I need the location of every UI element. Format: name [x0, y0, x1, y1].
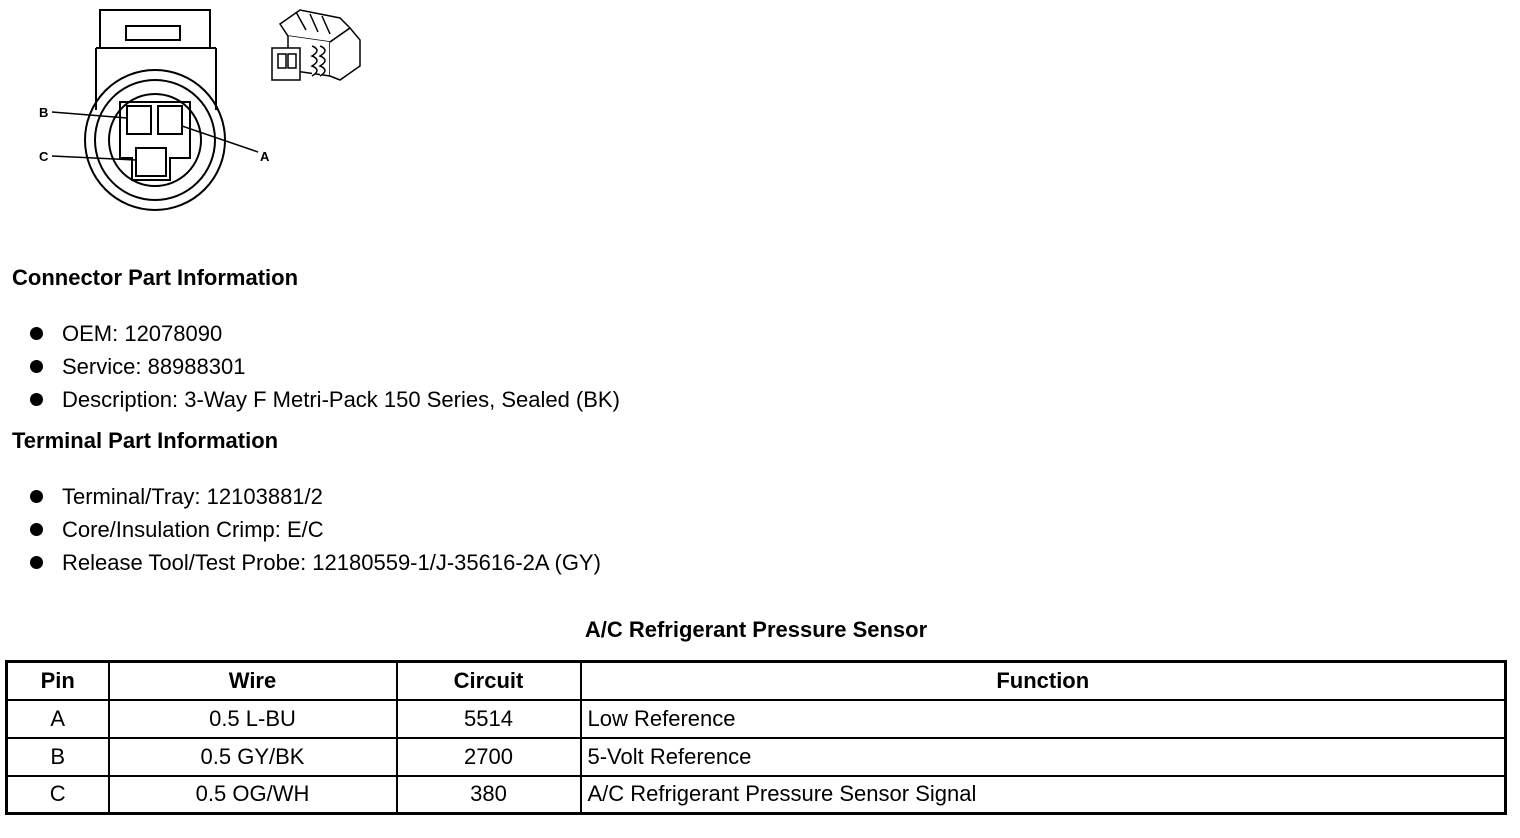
table-header-row	[7, 662, 1506, 700]
list-item	[30, 480, 601, 513]
bullet-icon	[30, 523, 43, 536]
cell-wire: 0.5 OG/WH	[109, 776, 397, 814]
header-pin: Pin	[7, 662, 109, 700]
terminal-part-heading: Terminal Part Information	[12, 428, 279, 453]
release-tool-text: Release Tool/Test Probe: 12180559-1/J-35616-2A (GY)	[62, 550, 601, 575]
cell-function: 5-Volt Reference	[581, 738, 1506, 776]
cell-function: Low Reference	[581, 700, 1506, 738]
cell-pin: A	[7, 700, 109, 738]
pin-c-label: C	[39, 149, 49, 164]
cell-pin: C	[7, 776, 109, 814]
bullet-icon	[30, 327, 43, 340]
connector-diagram	[0, 0, 400, 230]
list-item	[30, 350, 620, 383]
pin-a-label: A	[260, 149, 270, 164]
cell-wire: 0.5 L-BU	[109, 700, 397, 738]
list-item	[30, 546, 601, 579]
cell-circuit: 2700	[397, 738, 581, 776]
cell-circuit: 380	[397, 776, 581, 814]
service-text: Service: 88988301	[62, 354, 246, 379]
crimp-text: Core/Insulation Crimp: E/C	[62, 517, 324, 542]
list-item	[30, 513, 601, 546]
table-title: A/C Refrigerant Pressure Sensor	[584, 617, 928, 642]
header-wire: Wire	[109, 662, 397, 700]
list-item	[30, 317, 620, 350]
terminal-part-list	[30, 480, 601, 579]
pin-b-label: B	[39, 105, 49, 120]
pin-table	[5, 660, 1507, 815]
bullet-icon	[30, 490, 43, 503]
table-row	[7, 700, 1506, 738]
connector-part-list	[30, 317, 620, 416]
header-function: Function	[581, 662, 1506, 700]
table-row	[7, 738, 1506, 776]
cell-circuit: 5514	[397, 700, 581, 738]
list-item	[30, 383, 620, 416]
description-text: Description: 3-Way F Metri-Pack 150 Series, Sealed (BK)	[62, 387, 620, 412]
header-circuit: Circuit	[397, 662, 581, 700]
connector-part-heading: Connector Part Information	[12, 265, 299, 290]
cell-pin: B	[7, 738, 109, 776]
oem-text: OEM: 12078090	[62, 321, 223, 346]
connector-thumbnail	[272, 10, 360, 80]
bullet-icon	[30, 556, 43, 569]
table-row	[7, 776, 1506, 814]
cell-function: A/C Refrigerant Pressure Sensor Signal	[581, 776, 1506, 814]
bullet-icon	[30, 360, 43, 373]
cell-wire: 0.5 GY/BK	[109, 738, 397, 776]
terminal-tray-text: Terminal/Tray: 12103881/2	[62, 484, 323, 509]
bullet-icon	[30, 393, 43, 406]
